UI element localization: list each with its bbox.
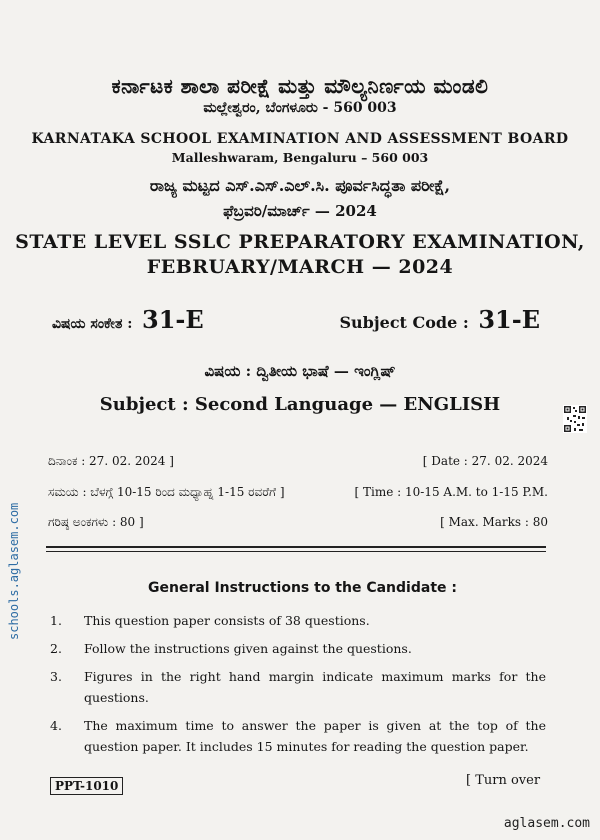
kannada-subject: ವಿಷಯ : ದ್ವಿತೀಯ ಭಾಷೆ — ಇಂಗ್ಲಿಷ್ bbox=[204, 362, 396, 380]
divider-top bbox=[46, 546, 546, 548]
instruction-number: 1. bbox=[50, 613, 62, 628]
divider-bottom bbox=[46, 551, 546, 552]
exam-title-line2: FEBRUARY/MARCH — 2024 bbox=[146, 256, 454, 278]
instruction-text: Follow the instructions given against the questions. bbox=[84, 641, 412, 656]
exam-time: [ Time : 10-15 A.M. to 1-15 P.M. bbox=[354, 485, 548, 499]
kannada-board-title: ಕರ್ನಾಟಕ ಶಾಲಾ ಪರೀಕ್ಷೆ ಮತ್ತು ಮೌಲ್ಯನಿರ್ಣಯ ಮಂಡಲಿ bbox=[111, 74, 489, 98]
instruction-number: 3. bbox=[50, 669, 62, 684]
watermark-vertical-text: schools.aglasem.com bbox=[7, 502, 21, 640]
instruction-text: Figures in the right hand margin indicate maximum marks for the questions. bbox=[84, 669, 546, 705]
subject-code-label: Subject Code : bbox=[339, 313, 469, 332]
paper-code: PPT-1010 bbox=[50, 777, 123, 795]
watermark-bottom: aglasem.com bbox=[503, 816, 590, 831]
max-marks: [ Max. Marks : 80 bbox=[440, 515, 548, 529]
subject-code bbox=[339, 305, 540, 334]
qr-code-icon bbox=[563, 405, 587, 433]
kannada-exam-title: ರಾಜ್ಯ ಮಟ್ಟದ ಎಸ್.ಎಸ್.ಎಲ್.ಸಿ. ಪೂರ್ವಸಿದ್ಧತಾ ಪರೀಕ್ಷೆ, bbox=[149, 176, 451, 195]
kannada-date: ದಿನಾಂಕ : 27. 02. 2024 ] bbox=[48, 454, 174, 468]
exam-title-line1: STATE LEVEL SSLC PREPARATORY EXAMINATION, bbox=[15, 231, 585, 253]
kannada-exam-month: ಫೆಬ್ರವರಿ/ಮಾರ್ಚ್ — 2024 bbox=[223, 202, 377, 220]
kannada-code-value: 31-E bbox=[142, 305, 204, 334]
board-title: KARNATAKA SCHOOL EXAMINATION AND ASSESSMENT BOARD bbox=[31, 131, 569, 147]
watermark-vertical bbox=[7, 503, 21, 640]
kannada-time: ಸಮಯ : ಬೆಳಗ್ಗೆ 10-15 ರಿಂದ ಮಧ್ಯಾಹ್ನ 1-15 ರವರೆಗೆ ] bbox=[48, 485, 285, 499]
instruction-number: 2. bbox=[50, 641, 62, 656]
kannada-marks: ಗರಿಷ್ಠ ಅಂಕಗಳು : 80 ] bbox=[48, 515, 144, 529]
subject-code-value: 31-E bbox=[478, 305, 540, 334]
exam-date: [ Date : 27. 02. 2024 bbox=[422, 454, 548, 468]
kannada-subject-code bbox=[52, 305, 204, 334]
instruction-text: The maximum time to answer the paper is given at the top of the question paper. It includes 15 minutes for reading the question paper. bbox=[84, 718, 546, 754]
turn-over-label: [ Turn over bbox=[466, 773, 541, 788]
instruction-number: 4. bbox=[50, 718, 62, 733]
kannada-board-address: ಮಲ್ಲೇಶ್ವರಂ, ಬೆಂಗಳೂರು - 560 003 bbox=[203, 100, 397, 116]
instructions-heading: General Instructions to the Candidate : bbox=[148, 580, 457, 596]
subject-title: Subject : Second Language — ENGLISH bbox=[99, 394, 501, 415]
kannada-code-label: ವಿಷಯ ಸಂಕೇತ : bbox=[52, 316, 133, 332]
board-address: Malleshwaram, Bengaluru – 560 003 bbox=[171, 150, 429, 165]
instruction-text: This question paper consists of 38 questions. bbox=[84, 613, 370, 628]
